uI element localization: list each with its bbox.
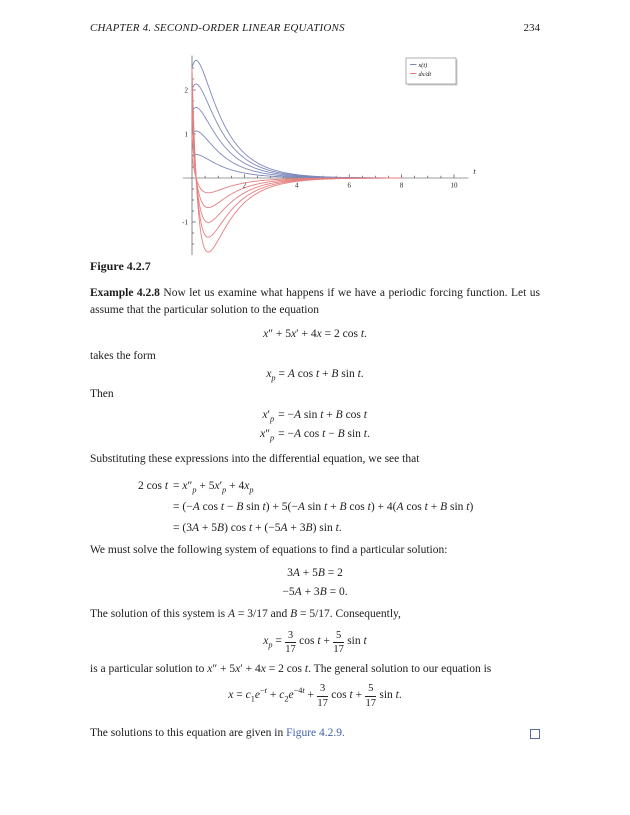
solution-line: The solution of this system is A = 3/17 and B = 5/17. Consequently, (90, 608, 401, 620)
system-eq-2: −5A + 3B = 0. (282, 585, 348, 598)
equation-forced: x″ + 5x′ + 4x = 2 cos t. (263, 328, 367, 340)
x-tick-label: 2 (242, 181, 247, 190)
align-line-1: = $x''_p + 5x'_p + 4x_p$ (173, 480, 254, 495)
y-tick-label: -1 (182, 218, 188, 227)
y-tick-label: 2 (184, 86, 188, 95)
example-intro: Now let us examine what happens if we have a periodic forcing function. Let us assume that the particular solution to the equation (90, 287, 540, 316)
legend-label: dx/dt (418, 70, 432, 78)
particular-line: is a particular solution to x″ + 5x′ + 4x = 2 cos t. The general solution to our equation is (90, 662, 492, 675)
gen-lhs: $x = c_1e^{-t} + c_2e^{-4t}$ + (228, 685, 315, 703)
curve-3 (192, 131, 402, 178)
equation-particular-solution (90, 627, 540, 656)
align-line-3: = (3A + 5B) cos t + (−5A + 3B) sin t. (173, 522, 342, 534)
eq-ddxp-lhs: $x''_p$ (260, 428, 275, 443)
system-eq-1: 3A + 5B = 2 (287, 567, 343, 579)
xp-frac-tail: sin t (347, 635, 367, 647)
align-lhs: 2 cos t (138, 480, 169, 492)
takes-the-form-line: takes the form (90, 350, 156, 362)
chapter-header: CHAPTER 4. SECOND-ORDER LINEAR EQUATIONS (90, 22, 345, 34)
page-number: 234 (523, 22, 540, 34)
fraction-5-17-gen: $\frac{5}{17}$ (365, 683, 376, 709)
closing-text: The solutions to this equation are given in (90, 727, 287, 739)
figure-caption: Figure 4.2.7 (90, 259, 151, 273)
then-line: Then (90, 388, 114, 400)
x-tick-label: 6 (347, 181, 351, 190)
substituting-line: Substituting these expressions into the differential equation, we see that (90, 453, 420, 465)
example-label: Example 4.2.8 (90, 287, 160, 299)
equation-derivatives (260, 406, 370, 444)
fraction-5-17: $\frac{5}{17}$ (333, 629, 344, 655)
x-tick-label: 4 (295, 181, 299, 190)
gen-tail: sin t. (379, 688, 402, 701)
equation-xp-form: $x_p = A$ cos t + B sin t. (266, 368, 364, 383)
equation-general-solution (90, 681, 540, 710)
fraction-3-17: $\frac{3}{17}$ (285, 629, 296, 655)
legend-label: x(t) (418, 61, 428, 69)
gen-mid: cos t + (331, 688, 363, 701)
xp-frac-lhs: $x_p$ = (263, 635, 282, 650)
eq-dxp-rhs: = −A sin t + B cos t (278, 409, 367, 421)
curve-1 (192, 84, 402, 178)
x-tick-label: 8 (399, 181, 404, 190)
eq-dxp-lhs: $x'_p$ (262, 409, 275, 424)
y-tick-label: 1 (184, 130, 188, 139)
qed-box (530, 729, 540, 739)
eq-ddxp-rhs: = −A cos t − B sin t. (278, 428, 370, 440)
solve-system-line: We must solve the following system of equations to find a particular solution: (90, 544, 448, 556)
x-tick-label: 10 (450, 181, 458, 190)
closing-line (90, 725, 540, 742)
curve-0 (192, 60, 402, 178)
curve-5 (192, 68, 402, 252)
curve-6 (192, 90, 402, 237)
page-content (90, 258, 540, 742)
equation-substitution-block (138, 476, 473, 539)
example-paragraph (90, 285, 540, 319)
align-line-2: = (−A cos t − B sin t) + 5(−A sin t + B cos t) + 4(A cos t + B sin t) (173, 501, 474, 513)
figure-4-2-9-link[interactable]: Figure 4.2.9. (286, 727, 345, 739)
fraction-3-17-gen: $\frac{3}{17}$ (317, 683, 328, 709)
xp-frac-mid: cos t + (299, 635, 330, 647)
figure-plot (150, 50, 480, 262)
equation-system (90, 564, 540, 601)
x-axis-label: t (473, 167, 476, 176)
page-header (90, 22, 540, 34)
solution-curves-plot (150, 50, 480, 262)
